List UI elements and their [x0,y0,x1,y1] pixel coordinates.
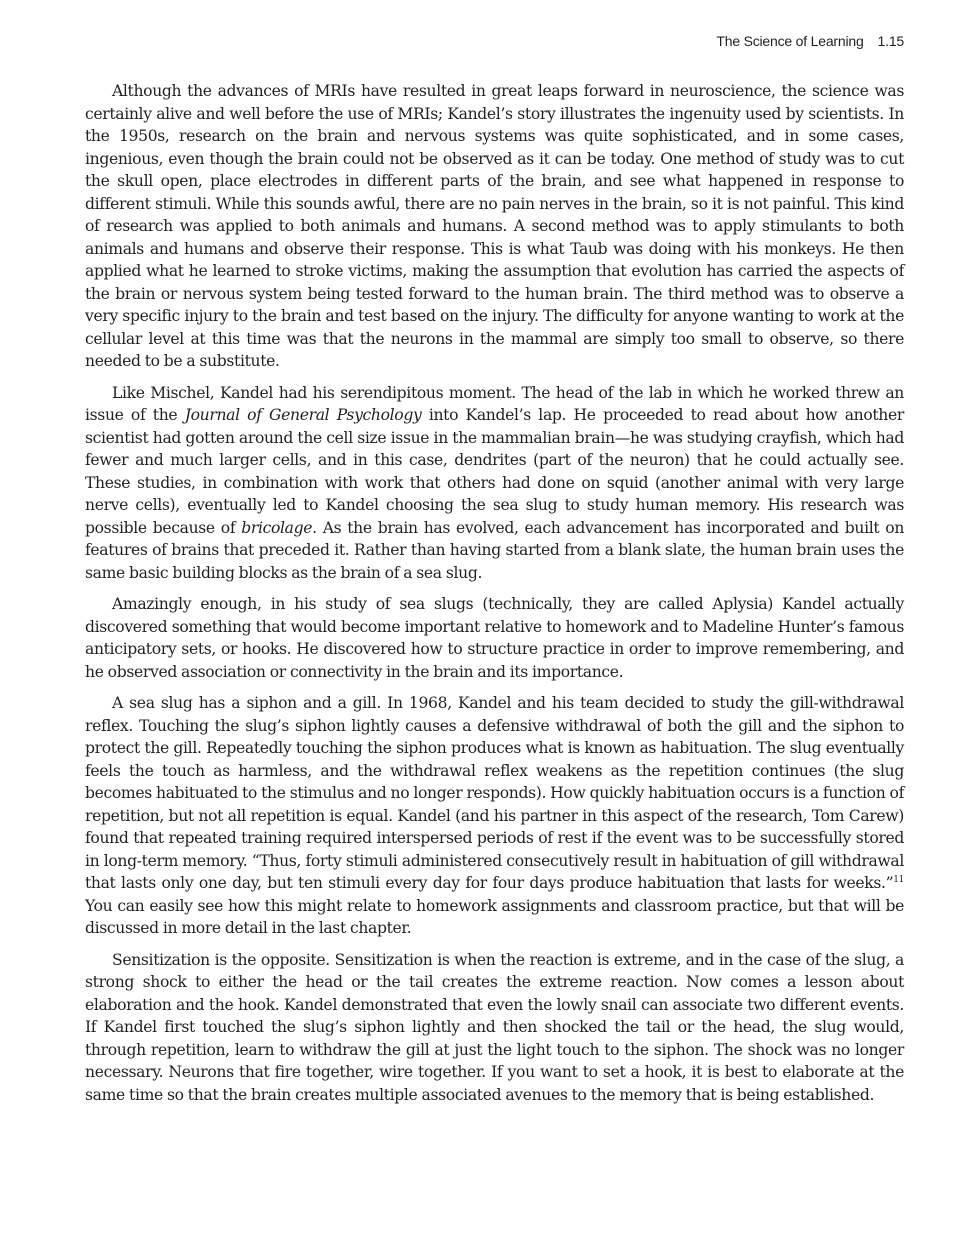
bricolage-term: bricolage [241,518,313,537]
paragraph-3 [85,593,904,683]
paragraph-2 [85,382,904,585]
journal-title: Journal of General Psychology [184,406,422,424]
body-text [85,80,904,1115]
paragraph-1-text: Although the advances of MRIs have resulted in great leaps forward in neuroscience, the science was certainly alive and well before the use of MRIs; Kandel’s story illustrates the ingenuity used by scientists. In the 1950s, research on the brain and nervous systems was quite sophisticated, and in some cases, ingenious, even though the brain could not be observed as it can be today. One method of study was to cut the skull open, place electrodes in different parts of the brain, and see what happened in response to different stimuli. While this sounds awful, there are no pain nerves in the brain, so it is not painful. This kind of research was applied to both animals and humans. A second method was to apply stimulants to both animals and humans and observe their response. This is what Taub was doing with his monkeys. He then applied what he learned to stroke victims, making the assumption that evolution has carried the aspects of the brain or nervous system being tested forward to the human brain. The third method was to observe a very specific injury to the brain and test based on the injury. The difficulty for anyone wanting to work at the cellular level at this time was that the neurons in the mammal are simply too small to observe, so there needed to be a substitute. [85,82,904,370]
paragraph-2-text-b: into Kandel’s lap. He proceeded to read about how another scientist had gotten around the cell size issue in the mammalian brain—he was studying crayfish, which had fewer and much larger cells, and in this case, dendrites (part of the neuron) that he could actually see. These studies, in combination with work that others had done on squid (another animal with very large nerve cells), eventually led to Kandel choosing the sea slug to study human memory. His research was possible because of [85,406,904,537]
paragraph-2-text-a: Like Mischel, Kandel had his serendipitous moment. The head of the lab in which he worked threw an issue of the [85,383,904,424]
running-title: The Science of Learning [716,33,864,49]
running-header [716,33,904,49]
paragraph-5 [85,949,904,1107]
paragraph-4-text-a: A sea slug has a siphon and a gill. In 1968, Kandel and his team decided to study the gill-withdrawal reflex. Touching the slug’s siphon lightly causes a defensive withdrawal of both the gill and the siphon to protect the gill. Repeatedly touching the siphon produces what is known as habituation. The slug eventually feels the touch as harmless, and the withdrawal reflex weakens as the repetition continues (the slug becomes habituated to the stimulus and no longer responds). How quickly habituation occurs is a function of repetition, but not all repetition is equal. Kandel (and his partner in this aspect of the research, Tom Carew) found that repeated training required interspersed periods of rest if the event was to be successfully stored in long-term memory. “Thus, forty stimuli administered consecutively result in habituation of gill withdrawal that lasts only one day, but ten stimuli every day for four days produce habituation that lasts for weeks.” [85,694,904,892]
paragraph-1 [85,80,904,373]
paragraph-5-text: Sensitization is the opposite. Sensitization is when the reaction is extreme, and in the case of the slug, a strong shock to either the head or the tail creates the extreme reaction. Now comes a lesson about elaboration and the hook. Kandel demonstrated that even the lowly snail can associate two different events. If Kandel first touched the slug’s siphon lightly and then shocked the tail or the head, the slug would, through repetition, learn to withdraw the gill at just the light touch to the siphon. The shock was no longer necessary. Neurons that fire together, wire together. If you want to set a hook, it is best to elaborate at the same time so that the brain creates multiple associated avenues to the memory that is being established. [85,950,904,1104]
paragraph-4 [85,692,904,940]
page-number: 1.15 [877,33,904,49]
paragraph-4-text-b: You can easily see how this might relate to homework assignments and classroom practice, but that will be discussed in more detail in the last chapter. [85,896,904,937]
paragraph-3-text: Amazingly enough, in his study of sea slugs (technically, they are called Aplysia) Kandel actually discovered something that would become important relative to homework and to Madeline Hunter’s famous anticipatory sets, or hooks. He discovered how to structure practice in order to improve remembering, and he observed association or connectivity in the brain and its importance. [85,595,904,681]
paragraph-2-text-c: . As the brain has evolved, each advancement has incorporated and built on features of brains that preceded it. Rather than having started from a blank slate, the human brain uses the same basic building blocks as the brain of a sea slug. [85,518,905,582]
footnote-reference: 11 [893,875,904,885]
